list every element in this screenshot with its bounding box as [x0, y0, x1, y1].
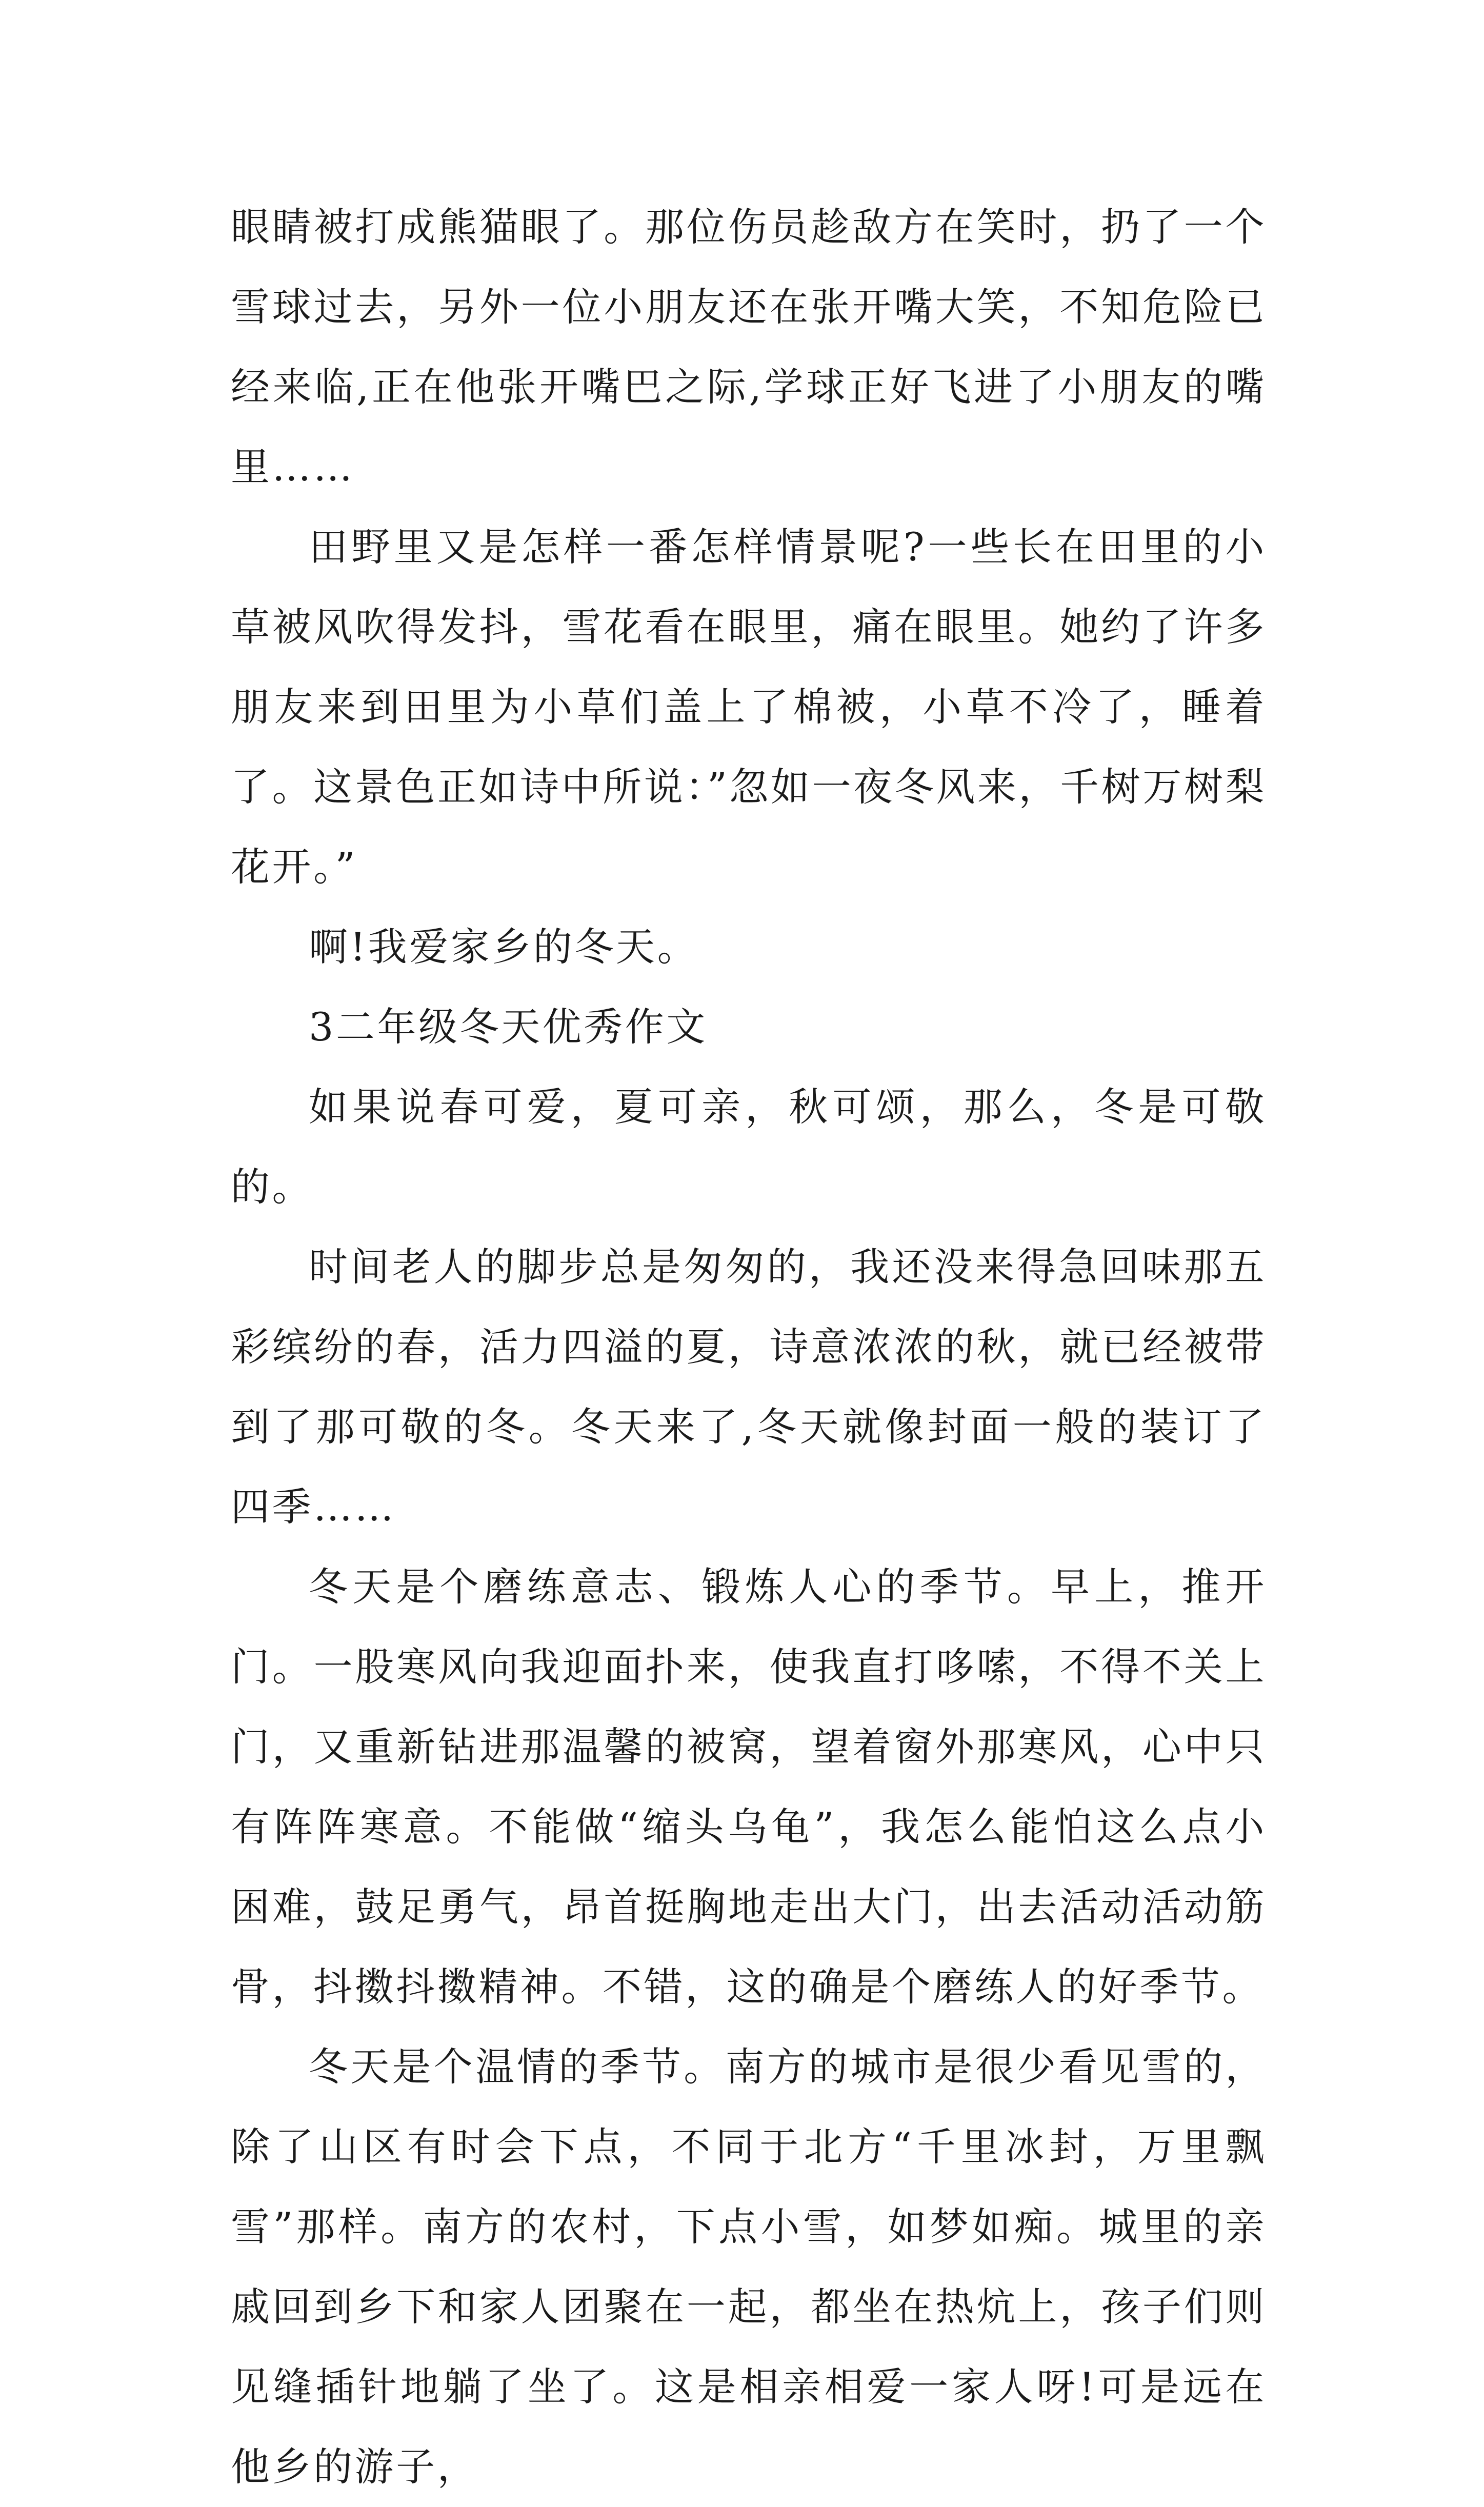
section-heading: 3二年级冬天优秀作文 [309, 1004, 708, 1050]
paragraph-continuation: 眼睛被打成熊猫眼了。那位伤员趁敌方在笑时，扔了一个雪球过去，另外一位小朋友还在张开嘴大笑，不知危险已经来临,正在他张开嘴巴之际,学球正好飞进了小朋友的嘴里…… [231, 204, 1267, 490]
paragraph-winter-warmth: 冬天是个温情的季节。南方的城市是很少看见雪的，除了山区有时会下点，不同于北方“千里冰封，万里飘雪”那样。南方的农村，下点小雪，如梦如痴。城里的亲戚回到乡下和家人团聚在一起，都坐在热炕上，孩子们则见缝插针地躺了坐了。这是相亲相爱一家人呀!可是远在他乡的游子， [231, 2044, 1267, 2490]
paragraph-time-passing: 时间老人的脚步总是匆匆的，我还没来得急回味那五彩缤纷的春，活力四溢的夏，诗意浓浓的秋，就已经被带到了那可敬的冬。冬天来了,冬天就像封面一般的装订了四季…… [231, 1244, 1267, 1530]
paragraph-love-winter: 啊!我爱家乡的冬天。 [309, 924, 699, 970]
paragraph-seasons-intro: 如果说春可爱，夏可亲，秋可颂，那么，冬是可敬的。 [231, 1084, 1267, 1210]
paragraph-field-scene: 田野里又是怎样一番怎样情景呢?一些长在田里的小草被风吹得发抖，雪花看在眼里，痛在眼里。她约了许多朋友来到田里为小草们盖上了棉被，小草不冷了，睡着了。这景色正如诗中所说：”忽如一夜冬风来，千树万树梨花开。” [231, 524, 1267, 890]
document-body [231, 187, 1267, 2507]
paragraph-winter-willpower: 冬天是个磨练意志、锻炼人心的季节。早上，推开门。一股寒风向我迎面扑来，使我直打哆嗦，不得不关上门，又重新钻进那温馨的被窝，望着窗外那寒风，心中只有阵阵寒意。不能做“缩头乌龟”，我怎么能怕这么点小困难，鼓足勇气，昂首挺胸地走出大门，出去活动活动筋骨，抖擞抖擞精神。不错，这的确是个磨练人的好季节。 [231, 1564, 1267, 2010]
